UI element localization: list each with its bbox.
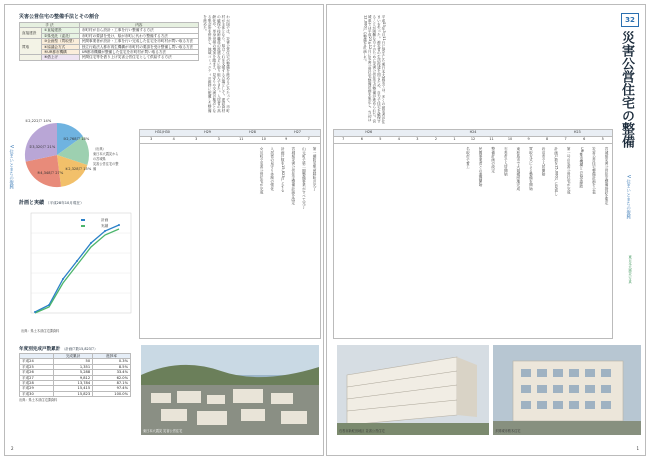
left-body-text: わが国では、災害公営住宅の整備を進めるにあたって、市町村が主体となり、県はこれを支援する立場として、建設資材の確保や技術職員の派遣などに取り組んできた。入居者の高齢化や、単身世帯の増加を踏まえ、見守りや交流の拠点となる集会所を併設し、地域コミュニティの維持に配慮した整備を進めた。 — [203, 15, 231, 113]
left-photo — [141, 345, 319, 435]
timeline-entry: 宮城県災害公営住宅整備計画を改定 — [291, 147, 296, 205]
policy-group: 直接建設 — [20, 28, 42, 39]
timeline-entry: 石巻市で入居開始 — [504, 147, 509, 176]
timeline-entry: 女川町で災害公営住宅が完成 — [260, 147, 265, 194]
left-timeline — [139, 129, 321, 339]
timeline-month-header: 3 4 3 3 11 10 9 7 — [140, 137, 320, 144]
timeline-entries — [140, 144, 320, 334]
yearly-table-source: 出典：県土木部住宅課資料 — [19, 398, 58, 403]
timeline-entry: 計画戸数を15,823戸とする — [281, 147, 286, 192]
sidebar-label: V 住まいとまちの復興 — [8, 145, 14, 189]
right-photo-2 — [493, 345, 641, 435]
right-photo-1 — [337, 345, 489, 435]
corner-label: 東日本大震災 写真 — [627, 255, 632, 284]
right-page — [326, 4, 646, 456]
table-row: 平成28 13,784 87.1% — [20, 381, 131, 386]
timeline-month-header: 7 6 5 4 3 2 1 12 11 10 9 8 7 6 5 — [334, 137, 612, 144]
pie-note: （出典） 東日本大震災からの宮城県 災害公営住宅の整備 — [93, 147, 119, 171]
timeline-entry: 計画戸数を15,000戸に見直し — [554, 147, 559, 196]
timeline-year-header: H26 H24 H23 — [334, 130, 612, 137]
policy-row-label: ⑥借上げ — [42, 55, 80, 60]
legend-plan: 計画 — [101, 218, 109, 222]
right-page-number: 1 — [636, 446, 639, 451]
policy-row-label: ②県受託（委託） — [42, 33, 80, 38]
corner-label-area — [627, 255, 637, 335]
chapter-number: 32 — [625, 16, 635, 24]
right-body-text: 平成23年3月11日に発生した東日本大震災では、多くの被災者が住まいを失った。被災者の生活再建を図るため、自力で住宅を確保することが困難な方々のために災害公営住宅の整備が進められた。宮城県では平成23年12月に災害公営住宅整備計画を策定し、当初は12,000戸の整備を計画した。 — [363, 15, 386, 124]
progress-chart — [19, 201, 137, 341]
policy-head-content: 内容 — [79, 23, 198, 28]
left-sidebar — [8, 145, 16, 205]
right-photo-1-caption: 石巻市新蛇田地区 災害公営住宅 — [339, 429, 385, 433]
timeline-year-header: H31/H30 H29 H28 H27 — [140, 130, 320, 137]
policy-row-label: ⑤UR都市機構 — [42, 50, 80, 55]
pie-label: ①2,222戸 14% — [25, 119, 52, 123]
legend-actual: 実績 — [101, 224, 109, 228]
policy-head-method: 手 法 — [20, 23, 80, 28]
policy-table-title: 災害公営住宅の整備手法とその割合 — [19, 14, 100, 20]
policy-group: 買取 — [20, 39, 42, 55]
timeline-entry: 宮城県災害公営住宅整備指針を策定 — [605, 147, 609, 205]
pie-chart-area — [19, 117, 119, 195]
yearly-table: 年度別完成戸数累計 （計画戸数15,823戸） 完成累計 進捗率 平成24 50 0.3% 平成25 1,351 8.5% 平成26 5,288 33.4% 平成27 9,812 62.0% 平成28 13,784 87.1% 平成29 15,415 97.4% 平成30 15,823 100.0% 出典：県土木部住宅課資料 — [19, 347, 131, 403]
yearly-table-note: （計画戸数15,823戸） — [61, 347, 98, 351]
policy-row-desc: UR都市機構が整備した住宅を市町村が買い取る方法 — [79, 50, 198, 55]
section-label: V 住まいとまちの復興 — [625, 175, 631, 219]
left-photo-caption: 東日本大震災 災害公営住宅 — [143, 429, 183, 433]
chapter-title: 災害公営住宅の整備 — [619, 31, 634, 148]
policy-row-desc: 民間住宅等を借り上げ災害公営住宅として供給する方法 — [79, 55, 198, 60]
left-page-number: 2 — [11, 446, 14, 451]
progress-chart-source: 出典：県土木部住宅課資料 — [21, 329, 60, 333]
timeline-entry: 山元町で第二期整備事業がすべて完了 — [302, 147, 307, 209]
pie-label: ⑤4,348戸 27% — [37, 171, 64, 175]
policy-row-desc: 独立行政法人都市再生機構が市町村の要請を受け整備し買い取る方法 — [79, 44, 198, 49]
table-row: 平成24 50 0.3% — [20, 359, 131, 364]
table-row: 平成29 15,415 97.4% — [20, 386, 131, 391]
timeline-entry: 買取方式による整備を開始 — [529, 147, 534, 191]
policy-row-label: ④協議会方式 — [42, 44, 80, 49]
right-photo-2-caption: 多賀城市桜木住宅 — [495, 429, 521, 433]
pie-slice — [25, 123, 57, 162]
timeline-entry: 東松島市で大規模団地完成 — [516, 147, 521, 191]
table-row: 平成27 9,812 62.0% — [20, 375, 131, 380]
right-timeline — [333, 129, 613, 339]
timeline-entry: 第一期防災集団移転の完了 — [313, 147, 317, 191]
timeline-entry: UR都市機構との協定締結 — [579, 147, 584, 189]
pie-label: ②3,320戸 21% — [29, 145, 56, 149]
timeline-entry: 災害公営住宅整備計画を公表 — [592, 147, 597, 194]
table-row: 平成25 1,351 8.5% — [20, 364, 131, 369]
timeline-entry: 民間事業者との連携開始 — [479, 147, 484, 187]
table-row: 平成26 5,288 33.4% — [20, 370, 131, 375]
timeline-entry: 名取市で着工 — [466, 147, 471, 169]
left-page — [4, 4, 324, 456]
policy-group — [20, 55, 42, 60]
progress-chart-subtitle: （平成28年10月現在） — [45, 201, 84, 205]
section-label-area — [625, 175, 637, 245]
policy-row-desc: 市町村が自ら設計・工事を行い整備する方法 — [79, 28, 198, 33]
policy-row-label: ③企画型（買取型） — [42, 39, 80, 44]
yearly-table-title: 年度別完成戸数累計 — [19, 347, 61, 352]
pie-label: ④2,328戸 15% — [65, 167, 92, 171]
progress-chart-svg — [19, 209, 137, 329]
timeline-entry: 入居者の見守り体制の強化 — [270, 147, 275, 191]
timeline-entry: 岩沼市で入居開始 — [542, 147, 547, 176]
pie-label: ③2,768戸 18% — [63, 137, 90, 141]
table-row: 平成30 15,823 100.0% — [20, 391, 131, 396]
policy-row-desc: 民間事業者が設計・工事を行い完成した住宅を市町村が買い取る方法 — [79, 39, 198, 44]
policy-table — [19, 15, 199, 61]
timeline-entries — [334, 144, 612, 334]
progress-chart-title: 計画と実績 — [19, 200, 45, 206]
pie-chart — [23, 121, 91, 189]
chapter-number-box — [621, 13, 639, 27]
timeline-entry: 第一号の災害公営住宅が完成 — [567, 147, 572, 194]
policy-row-label: ①直接建設 — [42, 28, 80, 33]
policy-row-desc: 市町村の要請を受け、県が市町に代わり整備する方法 — [79, 33, 198, 38]
timeline-entry: 整備計画の改定 — [491, 147, 496, 173]
chapter-title-area — [619, 31, 639, 171]
